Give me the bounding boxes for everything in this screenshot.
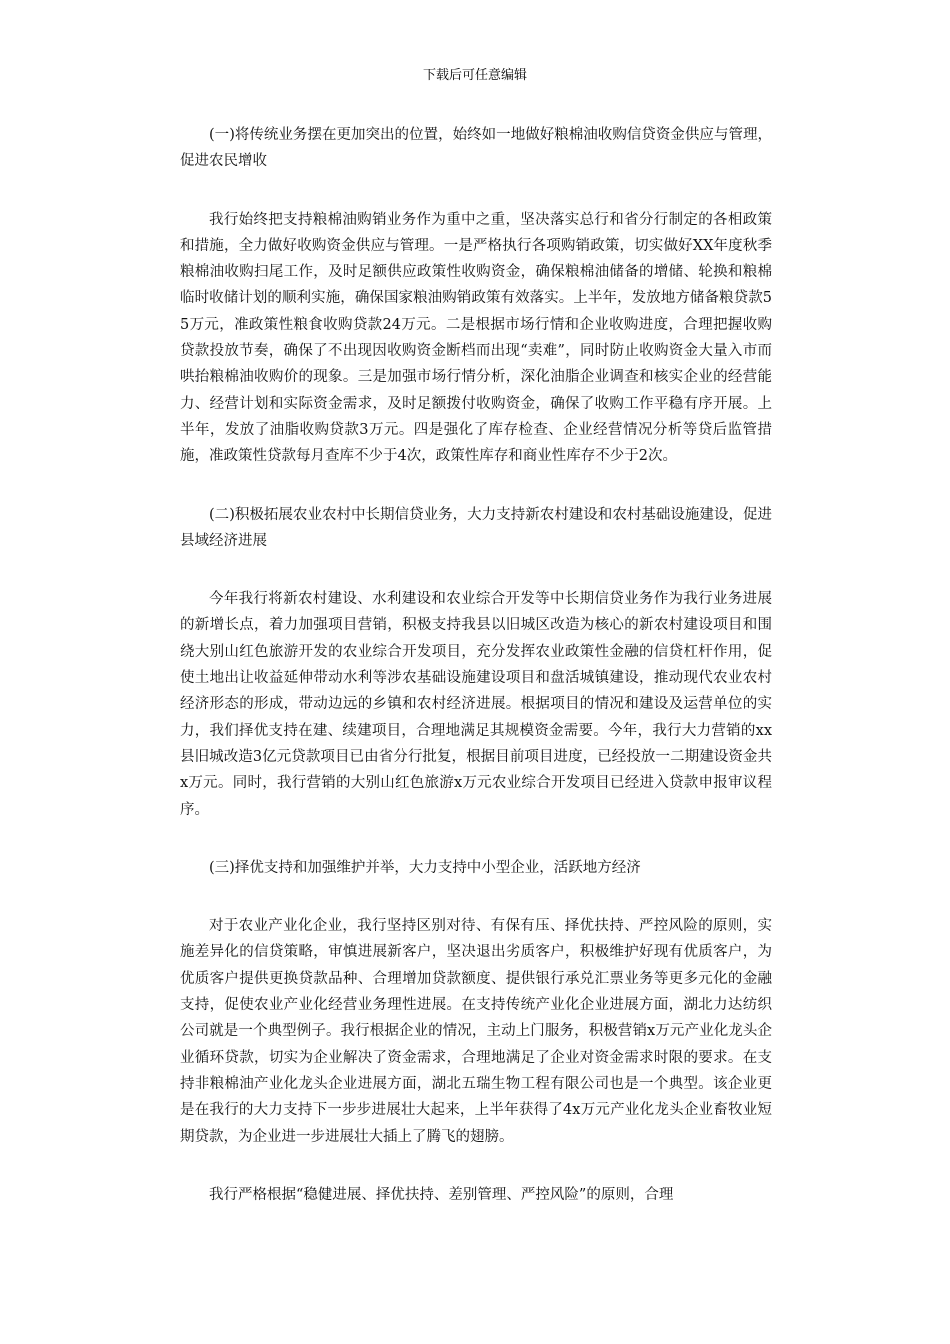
section-3-paragraph: 对于农业产业化企业，我行坚持区别对待、有保有压、择优扶持、严控风险的原则，实施差异化的信贷策略，审慎进展新客户，坚决退出劣质客户，积极维护好现有优质客户，为优质客户提供更换贷款品种、合理增加贷款额度、提供银行承兑汇票业务等更多元化的金融支持，促使农业产业化经营业务理性进展。在支持传统产业化企业进展方面，湖北力达纺织公司就是一个典型例子。我行根据企业的情况，主动上门服务，积极营销x万元产业化龙头企业循环贷款，切实为企业解决了资金需求，合理地满足了企业对资金需求时限的要求。在支持非粮棉油产业化龙头企业进展方面，湖北五瑞生物工程有限公司也是一个典型。该企业更是在我行的大力支持下一步步进展壮大起来，上半年获得了4x万元产业化龙头企业畜牧业短期贷款，为企业进一步进展壮大插上了腾飞的翅膀。 [180, 918, 772, 1145]
section-2-paragraph: 今年我行将新农村建设、水利建设和农业综合开发等中长期信贷业务作为我行业务进展的新增长点，着力加强项目营销，积极支持我县以旧城区改造为核心的新农村建设项目和围绕大别山红色旅游开发的农业综合开发项目，充分发挥农业政策性金融的信贷杠杆作用，促使土地出让收益延伸带动水利等涉农基础设施建设项目和盘活城镇建设，推动现代农业农村经济形态的形成，带动边远的乡镇和农村经济进展。根据项目的情况和建设及运营单位的实力，我们择优支持在建、续建项目，合理地满足其规模资金需要。今年，我行大力营销的xx县旧城改造3亿元贷款项目已由省分行批复，根据目前项目进度，已经投放一二期建设资金共x万元。同时，我行营销的大别山红色旅游x万元农业综合开发项目已经进入贷款申报审议程序。 [180, 591, 772, 818]
section-1-heading: (一)将传统业务摆在更加突出的位置，始终如一地做好粮棉油收购信贷资金供应与管理，促进农民增收 [180, 127, 772, 170]
section-3-paragraph-2: 我行严格根据“稳健进展、择优扶持、差别管理、严控风险”的原则，合理 [209, 1186, 674, 1203]
document-body [180, 122, 772, 1208]
section-1-paragraph: 我行始终把支持粮棉油购销业务作为重中之重，坚决落实总行和省分行制定的各相政策和措施，全力做好收购资金供应与管理。一是严格执行各项购销政策，切实做好XX年度秋季粮棉油收购扫尾工作，及时足额供应政策性收购资金，确保粮棉油储备的增储、轮换和粮棉临时收储计划的顺利实施，确保国家粮油购销政策有效落实。上半年，发放地方储备粮贷款55万元，准政策性粮食收购贷款24万元。二是根据市场行情和企业收购进度，合理把握收购贷款投放节奏，确保了不出现因收购资金断档而出现“卖难”，同时防止收购资金大量入市而哄抬粮棉油收购价的现象。三是加强市场行情分析，深化油脂企业调查和核实企业的经营能力、经营计划和实际资金需求，及时足额拨付收购资金，确保了收购工作平稳有序开展。上半年，发放了油脂收购贷款3万元。四是强化了库存检查、企业经营情况分析等贷后监管措施，准政策性贷款每月查库不少于4次，政策性库存和商业性库存不少于2次。 [180, 211, 772, 465]
section-3-heading: (三)择优支持和加强维护并举，大力支持中小型企业，活跃地方经济 [209, 859, 641, 876]
section-2-heading: (二)积极拓展农业农村中长期信贷业务，大力支持新农村建设和农村基础设施建设，促进县域经济进展 [180, 506, 772, 549]
page-header: 下载后可任意编辑 [422, 68, 527, 83]
